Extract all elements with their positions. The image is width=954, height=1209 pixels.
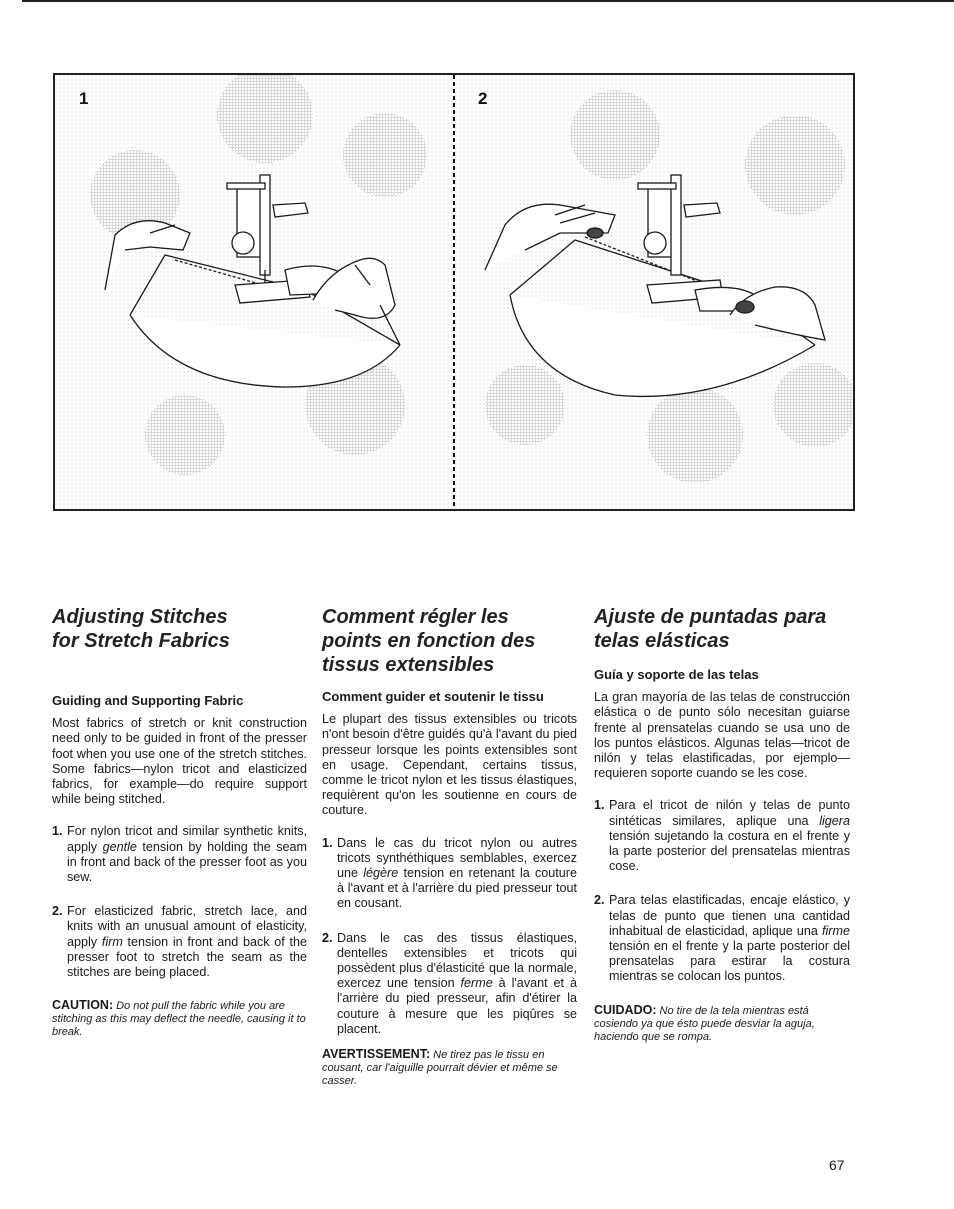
english-column: [52, 605, 307, 1039]
caution-label: CUIDADO:: [594, 1002, 657, 1017]
caution-label: CAUTION:: [52, 998, 114, 1013]
spanish-intro: La gran mayoría de las telas de construcción elástica o de punto sólo necesitan guiarse frente al prensatelas cuando se usa uno de los puntos elásticos. Algunas telas—tricot de nilón y telas elastificadas, por ejemplo—requieren soporte cuando se les cose.: [594, 690, 850, 781]
item-text: tension in front and back of the presser foot to stretch the seam as the stitches are being placed.: [67, 934, 308, 980]
list-item: [322, 931, 577, 1037]
french-caution: [322, 1048, 577, 1088]
item-text: Dans le cas des tissus élastiques, dentelles extensibles et tricots qui possèdent plus d'élasticité que la normale, exercez une tension: [337, 930, 577, 991]
item-emphasis: firme: [822, 923, 850, 938]
list-item: [52, 904, 307, 980]
spanish-title: Ajuste de puntadas para telas elásticas: [594, 606, 827, 652]
spanish-column: [594, 605, 850, 1044]
caution-label: AVERTISSEMENT:: [322, 1047, 431, 1062]
french-list: [322, 836, 577, 1037]
item-emphasis: ligera: [819, 813, 850, 828]
sewing-illustration: [55, 75, 853, 509]
list-item: [594, 798, 850, 874]
item-emphasis: gentle: [102, 839, 137, 854]
figure-label-1: 1: [79, 89, 89, 108]
list-item: [52, 824, 307, 885]
french-column: [322, 605, 577, 1088]
item-text: tensión en el frente y la parte posterior del prensatelas para estirar la costura mientras se colocan los puntos.: [609, 939, 850, 984]
illustration-figure: [53, 73, 855, 511]
item-text: tension en retenant la couture à l'avant et à l'arrière du pied presseur tout en cousant.: [337, 866, 577, 911]
french-intro: Le plupart des tissus extensibles ou tricots n'ont besoin d'être guidés qu'à l'avant du pied presseur lorsque les points extensibles sont en usage. Cependant, certains tissus, comme le tricot nylon et les tissus élastiques, requièrent qu'on les soutienne en cours de couture.: [322, 712, 577, 818]
english-list: [52, 824, 307, 980]
spanish-subheading: Guía y soporte de las telas: [594, 667, 759, 682]
caution-text: Do not pull the fabric while you are stitching as this may deflect the needle, causing it to break.: [52, 1000, 306, 1039]
item-text: à l'avant et à l'arrière du pied presseur, afin d'étirer la couture à mesure que les piqûres se placent.: [337, 976, 577, 1036]
item-number: 1.: [52, 824, 63, 839]
spanish-list: [594, 798, 850, 984]
item-emphasis: firm: [101, 934, 123, 949]
item-number: 1.: [594, 798, 605, 813]
english-caution: [52, 999, 307, 1039]
item-text: tensión sujetando la costura en el frente y la parte posterior del prensatelas mientras cose.: [609, 828, 850, 874]
english-subheading: Guiding and Supporting Fabric: [52, 693, 244, 708]
caution-text: No tire de la tela mientras está cosiendo ya que ésto puede desviar la aguja, haciendo que se rompa.: [594, 1004, 815, 1043]
item-number: 1.: [322, 835, 333, 850]
english-title: Adjusting Stitches for Stretch Fabrics: [52, 606, 230, 652]
item-text: Para telas elastificadas, encaje elástico, y telas de punto que tienen una cantidad inhabitual de elasticidad, aplique una: [609, 893, 850, 938]
list-item: [322, 836, 577, 912]
list-item: [594, 893, 850, 984]
caution-text: Ne tirez pas le tissu en cousant, car l'aiguille pourrait dévier et même se casser.: [322, 1049, 558, 1088]
item-number: 2.: [322, 930, 333, 945]
french-subheading: Comment guider et soutenir le tissu: [322, 689, 544, 704]
item-emphasis: légère: [363, 866, 399, 881]
top-rule: [22, 0, 954, 2]
item-emphasis: ferme: [460, 976, 493, 991]
item-text: For nylon tricot and similar synthetic knits, apply: [67, 824, 307, 854]
english-intro: Most fabrics of stretch or knit construction need only to be guided in front of the presser foot when you use one of the stretch stitches. Some fabrics—nylon tricot and elasticized fabrics, for example—do require support while being stitched.: [52, 716, 307, 807]
page-number: 67: [829, 1157, 845, 1173]
item-number: 2.: [52, 904, 63, 919]
item-text: For elasticized fabric, stretch lace, and knits with an unusual amount of elasticity, apply: [67, 904, 307, 949]
figure-label-2: 2: [478, 89, 488, 108]
item-text: Para el tricot de nilón y telas de punto sintéticas similares, aplique una: [609, 798, 850, 828]
item-text: Dans le cas du tricot nylon ou autres tricots synthéthiques semblables, exercez une: [337, 835, 577, 881]
item-text: tension by holding the seam in front and back of the presser foot as you sew.: [67, 839, 307, 885]
spanish-caution: [594, 1004, 850, 1044]
french-title: Comment régler les points en fonction des tissus extensibles: [322, 606, 536, 676]
item-number: 2.: [594, 893, 605, 908]
